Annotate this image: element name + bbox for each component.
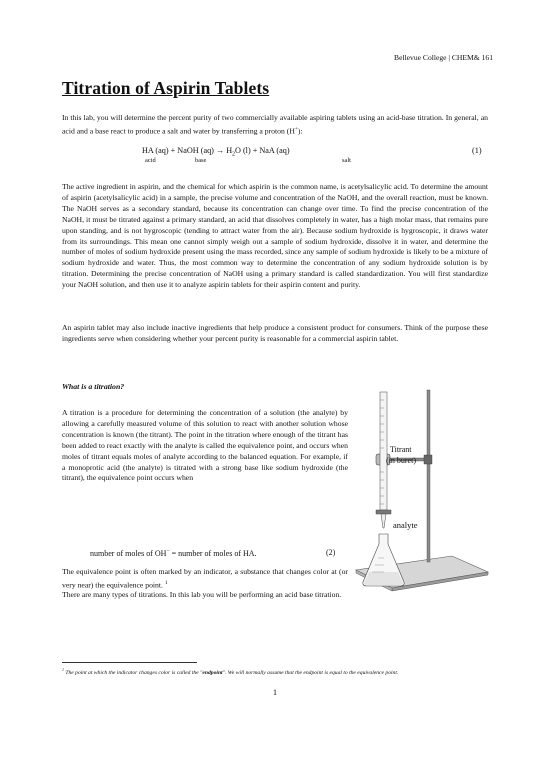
stand-rod xyxy=(427,390,430,562)
flask-solution xyxy=(364,572,403,585)
paragraph-inactive: An aspirin tablet may also include inactive ingredients that help produce a consistent product for consumers. Think of the purpose these ingredients serve when considering whether your percent purity is reasonable for a commercial aspirin tablet. xyxy=(62,323,488,343)
analyte-label: analyte xyxy=(393,520,418,530)
titrant-sublabel: (in buret) xyxy=(386,456,416,465)
page-number: 1 xyxy=(272,687,278,697)
buret-tip xyxy=(381,514,386,528)
equation-2-formula: number of moles of OH− = number of moles of HA. xyxy=(90,548,257,558)
paragraph-types: There are many types of titrations. In this lab you will be performing an acid base titration. xyxy=(62,590,342,599)
paragraph-titration-def: A titration is a procedure for determining the concentration of a solution (the analyte) by allowing a carefully measured volume of this solution to react with another solution whose concentration is known (the titrant). The point in the titration where enough of the titrant has been added to react exactly with the analyte is called the equivalence point, and occurs when moles of titrant equals moles of analyte according to the balanced equation. For example, if a monoprotic acid (the analyte) is titrated with a strong base like sodium hydroxide (the titrant), the equivalence point occurs when xyxy=(62,408,348,483)
equation-2 xyxy=(90,548,350,558)
stopcock xyxy=(376,510,391,514)
equation-label-base: base xyxy=(195,157,207,164)
intro-paragraph: In this lab, you will determine the percent purity of two commercially available aspiring tablets using an acid-base titration. In general, an acid and a base react to produce a salt and water by transferring a proton (H+): xyxy=(62,113,488,136)
equation-label-acid: acid xyxy=(145,157,156,164)
footnote: $^1$ The point at which the indicator changes color is called the "endpoint". We will normally assume that the endpoint is equal to the equivalence point. xyxy=(62,668,399,676)
footnote-divider xyxy=(62,662,197,663)
equation-label-salt: salt xyxy=(342,157,351,164)
equation-1-number: (1) xyxy=(472,146,482,155)
equation-1 xyxy=(0,146,550,172)
clamp-holder xyxy=(424,455,432,464)
page-title: Titration of Aspirin Tablets xyxy=(62,78,270,98)
titration-apparatus-illustration xyxy=(352,388,492,603)
running-header: Bellevue College | CHEM& 161 xyxy=(394,53,493,62)
titration-figure xyxy=(352,388,492,603)
titrant-label: Titrant xyxy=(390,445,412,454)
equation-1-formula: HA (aq) + NaOH $(aq) \to H_2O$ (l) + NaA (aq) xyxy=(142,146,290,158)
buret-tube xyxy=(380,392,387,510)
paragraph-indicator: The equivalence point is often marked by an indicator, a substance that changes color at (or very near) the equivalence point. $^1$ xyxy=(62,567,348,590)
paragraph-aspirin-active: The active ingredient in aspirin, and the chemical for which aspirin is the common name, is acetylsalicylic acid. To determine the amount of aspirin (acetylsalicylic acid) in a sample, the precise volume and concentration of the NaOH, and the overall reaction, must be known. The NaOH serves as a secondary standard, because its concentration can change over time. To find the precise concentration of the NaOH, it must be titrated against a primary standard, an acid that dissolves completely in water, has a high molar mass, that remains pure upon standing, and is not hygroscopic (tending to attract water from the air). Because sodium hydroxide is hygroscopic, it draws water from its surroundings. This mean one cannot simply weigh out a sample of sodium hydroxide, dissolve it in water, and determine the number of moles of sodium hydroxide present using the mass recorded, since any sample of sodium hydroxide is likely to be a mixture of sodium hydroxide and water. Thus, the most common way to determine the concentration of any sodium hydroxide solution is by titration. Determining the precise concentration of NaOH using a primary standard is called standardization. You will first standardize your NaOH solution, and then use it to analyze aspirin tablets for their aspirin content and purity. xyxy=(62,182,488,290)
section-heading: What is a titration? xyxy=(62,382,125,391)
equation-2-number: (2) xyxy=(326,548,336,557)
